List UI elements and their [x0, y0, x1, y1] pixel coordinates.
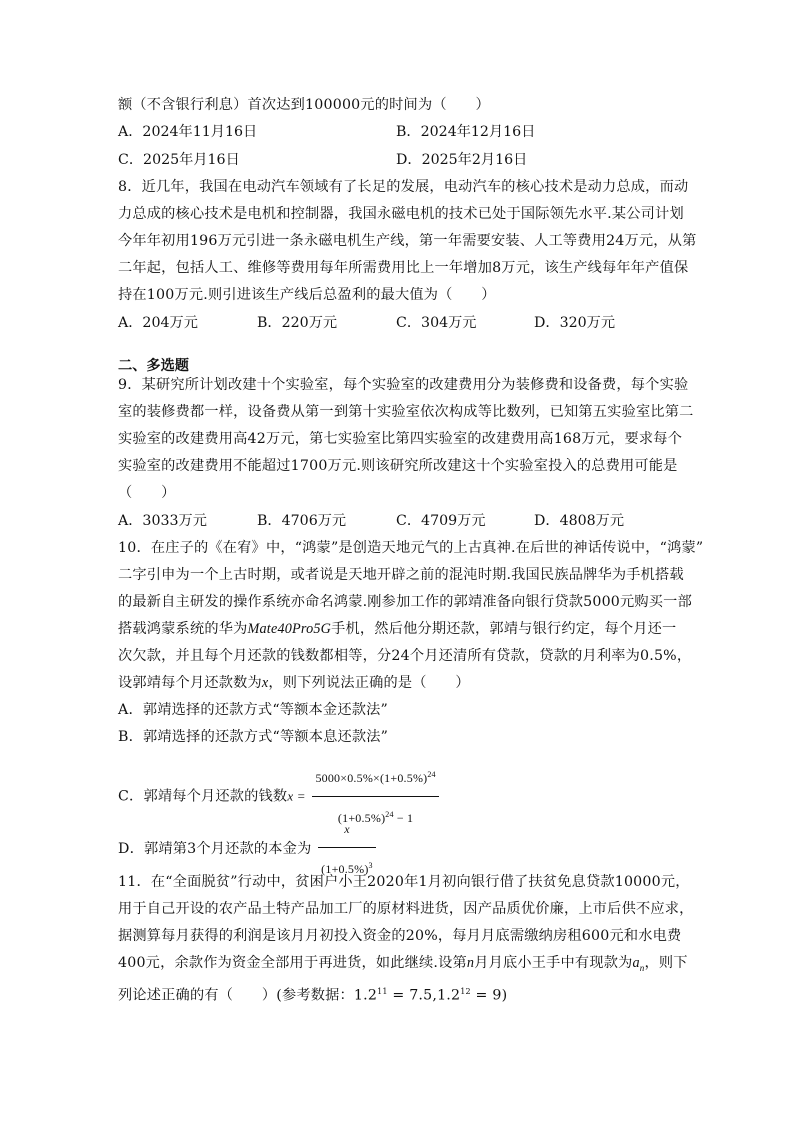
q7-option-b: B．2024年12月16日 [396, 124, 536, 140]
q11-line-1: 11．在“全面脱贫”行动中，贫困户小王2020年1月初向银行借了扶贫免息贷款10000元， [118, 874, 690, 890]
q10-option-b: B．郭靖选择的还款方式“等额本息还款法” [118, 729, 389, 745]
q10-line-6 [118, 673, 470, 693]
q8-option-a: A．204万元 [118, 315, 198, 331]
q8-option-b: B．220万元 [257, 315, 338, 331]
q10-option-d-denominator-exp: 3 [368, 861, 373, 870]
q11-line-2: 用于自己开设的农产品土特产品加工厂的原材料进货，因产品质优价廉，上市后供不应求， [118, 901, 694, 917]
q9-line-5: （ ） [118, 485, 176, 501]
q9-line-1: 9．某研究所计划改建十个实验室，每个实验室的改建费用分为装修费和设备费，每个实验 [118, 377, 689, 393]
q10-option-c-numerator: 5000×0.5%×(1+0.5%) [315, 771, 428, 785]
q7-continuation: 额（不含银行利息）首次达到100000元的时间为（ ） [118, 97, 490, 113]
q8-option-d: D．320万元 [534, 315, 616, 331]
q10-line-6-post: ，则下列说法正确的是（ ） [268, 675, 470, 691]
q10-line-2: 二字引申为一个上古时期，或者说是天地开辟之前的混沌时期.我国民族品牌华为手机搭载 [118, 567, 684, 583]
q10-option-c-lhs: x = [287, 788, 306, 804]
q10-line-4-post: 手机，然后他分期还款，郭靖与银行约定，每个月还一 [331, 621, 677, 637]
q11-line-5-mid: = 7.5,1.2 [387, 987, 461, 1004]
q10-option-d-pre: D．郭靖第3个月还款的本金为 [118, 841, 312, 857]
q10-option-d-numerator: x [318, 812, 376, 848]
q10-option-c-pre: C．郭靖每个月还款的钱数 [118, 788, 288, 805]
q10-phone-model: Mate40Pro5G [247, 621, 332, 637]
q11-exp-1: 11 [377, 987, 388, 996]
q10-option-c-denominator: (1+0.5%) [337, 811, 386, 825]
q8-line-3: 今年年初用196万元引进一条永磁电机生产线，第一年需要安装、人工等费用24万元，从第 [118, 233, 697, 249]
q10-option-c-denominator-exp: 24 [385, 810, 394, 819]
q11-var-n: n [466, 955, 475, 971]
q11-line-4-mid: 月月底小王手中有现款为 [474, 955, 633, 971]
q11-line-4 [118, 953, 688, 978]
q8-line-1: 8．近几年，我国在电动汽车领域有了长足的发展，电动汽车的核心技术是动力总成，而动 [118, 179, 689, 195]
q10-line-5: 次欠款，并且每个月还款的钱数都相等，分24个月还清所有贷款，贷款的月利率为0.5%， [118, 648, 692, 664]
q10-var-x: x [261, 675, 269, 691]
q10-option-a: A．郭靖选择的还款方式“等额本金还款法” [118, 702, 388, 718]
q11-line-5-pre: 列论述正确的有（ ）(参考数据：1.2 [118, 987, 378, 1004]
q11-line-4-post: ，则下 [644, 955, 688, 971]
q8-option-c: C．304万元 [396, 315, 477, 331]
q11-var-a-sub: n [639, 962, 645, 973]
section-heading-multiple-choice: 二、多选题 [118, 358, 189, 374]
q8-line-2: 力总成的核心技术是电机和控制器，我国永磁电机的技术已处于国际领先水平.某公司计划 [118, 206, 684, 222]
q7-option-c: C．2025年月16日 [118, 152, 240, 168]
q8-line-4: 二年起，包括人工、维修等费用每年所需费用比上一年增加8万元，该生产线每年年产值保 [118, 260, 689, 276]
q9-line-2: 室的装修费都一样，设备费从第一到第十实验室依次构成等比数列，已知第五实验室比第二 [118, 404, 694, 420]
q11-line-4-pre: 400元，余款作为资金全部用于再进货，如此继续.设第 [118, 955, 467, 971]
q11-var-a: a [632, 955, 640, 971]
q7-option-d: D．2025年2月16日 [396, 152, 528, 168]
q10-option-c-denominator-tail: − 1 [393, 811, 414, 825]
q9-line-4: 实验室的改建费用不能超过1700万元.则该研究所改建这十个实验室投入的总费用可能是 [118, 458, 678, 474]
q11-line-5-post: = 9) [470, 987, 508, 1004]
q10-line-4-pre: 搭载鸿蒙系统的华为 [118, 621, 248, 637]
q10-option-c-numerator-exp: 24 [427, 770, 436, 779]
q10-line-1: 10．在庄子的《在宥》中，“鸿蒙”是创造天地元气的上古真神.在后世的神话传说中，“鸿蒙” [118, 540, 704, 556]
q9-option-b: B．4706万元 [257, 513, 347, 529]
q11-exp-2: 12 [460, 987, 471, 996]
q10-line-6-pre: 设郭靖每个月还款数为 [118, 675, 262, 691]
q7-option-a: A．2024年11月16日 [118, 124, 258, 140]
q11-line-5 [118, 982, 507, 1006]
q11-line-3: 据测算每月获得的利润是该月月初投入资金的20%，每月月底需缴纳房租600元和水电费 [118, 928, 682, 944]
q8-line-5: 持在100万元.则引进该生产线后总盈利的最大值为（ ） [118, 287, 496, 303]
q9-option-a: A．3033万元 [118, 513, 207, 529]
q10-option-d-denominator: (1+0.5%) [321, 862, 369, 876]
q10-line-3: 的最新自主研发的操作系统亦命名鸿蒙.刚参加工作的郭靖准备向银行贷款5000元购买一部 [118, 594, 692, 610]
q9-line-3: 实验室的改建费用高42万元，第七实验室比第四实验室的改建费用高168万元，要求每个 [118, 431, 683, 447]
q10-line-4 [118, 619, 676, 639]
q9-option-c: C．4709万元 [396, 513, 486, 529]
q9-option-d: D．4808万元 [534, 513, 625, 529]
